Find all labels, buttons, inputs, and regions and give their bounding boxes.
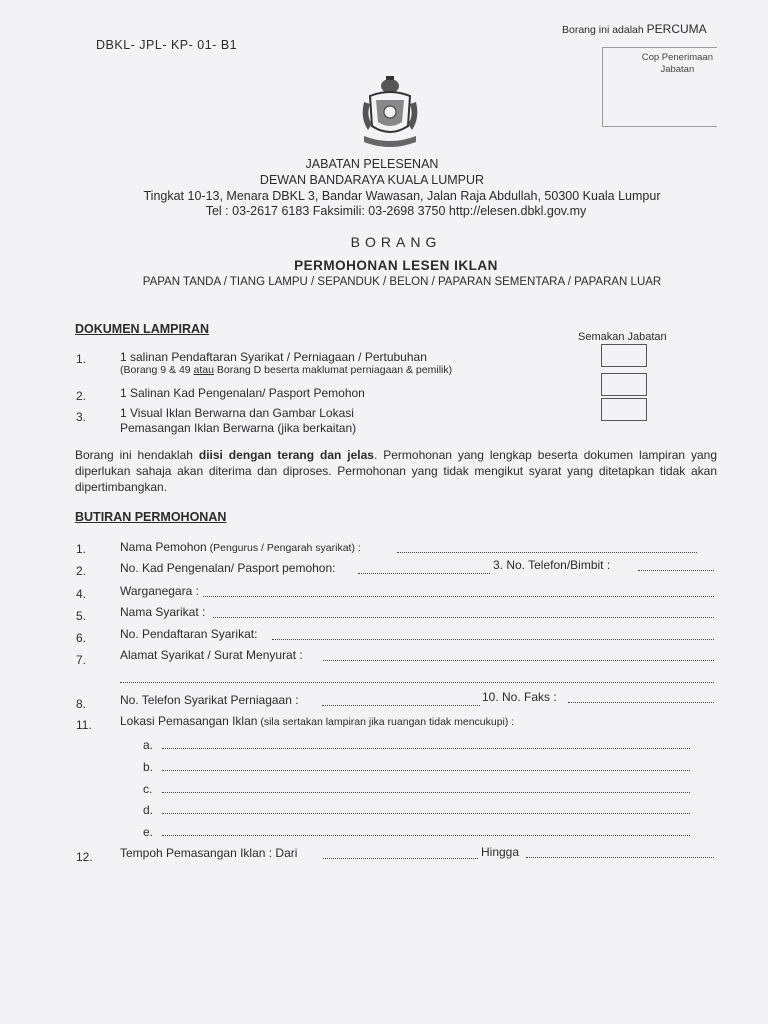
ic-passport-label: No. Kad Pengenalan/ Pasport pemohon:	[120, 561, 336, 575]
ad-location-note: (sila sertakan lampiran jika ruangan tidak mencukupi) :	[257, 716, 515, 728]
doc-check-box-2[interactable]	[601, 373, 647, 396]
doc-item-num: 1.	[76, 352, 87, 366]
fax-input[interactable]	[568, 702, 714, 703]
free-notice-word: PERCUMA	[646, 22, 707, 36]
agency-contact: Tel : 03-2617 6183 Faksimili: 03-2698 3750 http://elesen.dbkl.gov.my	[205, 204, 587, 218]
doc-item-num: 3.	[76, 410, 87, 424]
doc-item-num: 2.	[76, 389, 87, 403]
instruction-bold: diisi dengan terang dan jelas	[198, 448, 374, 462]
doc-item-note-b: Borang D beserta maklumat perniagaan & pemilik)	[213, 364, 453, 376]
form-code: DBKL- JPL- KP- 01- B1	[96, 38, 238, 52]
ad-location-label	[120, 714, 514, 728]
form-title: PERMOHONAN LESEN IKLAN	[294, 258, 498, 273]
ad-location-label-text: Lokasi Pemasangan Iklan	[120, 714, 258, 728]
company-reg-label: No. Pendaftaran Syarikat:	[120, 627, 258, 641]
doc-item-note-atau: atau	[193, 364, 214, 376]
company-address-input-1[interactable]	[323, 660, 714, 661]
phone-input[interactable]	[638, 570, 714, 571]
instruction-part-1: Borang ini hendaklah	[75, 448, 199, 462]
company-phone-label: No. Telefon Syarikat Perniagaan :	[120, 693, 299, 707]
department-check-label: Semakan Jabatan	[578, 331, 667, 343]
stamp-label	[642, 52, 713, 76]
instruction-paragraph	[75, 447, 717, 495]
company-name-input[interactable]	[213, 617, 714, 618]
field-num: 6.	[76, 631, 87, 645]
applicant-name-input[interactable]	[397, 552, 697, 553]
ad-period-label: Tempoh Pemasangan Iklan : Dari	[120, 846, 298, 860]
doc-item-note	[120, 364, 452, 376]
field-num: 2.	[76, 564, 87, 578]
doc-item-text-cont: Pemasangan Iklan Berwarna (jika berkaitan)	[120, 421, 357, 435]
doc-item-text: 1 Visual Iklan Berwarna dan Gambar Lokasi	[120, 406, 354, 420]
citizenship-input[interactable]	[203, 596, 714, 597]
location-input-d[interactable]	[162, 813, 690, 814]
location-input-a[interactable]	[162, 748, 690, 749]
applicant-name-label	[120, 540, 361, 554]
applicant-name-note: (Pengurus / Pengarah syarikat) :	[206, 542, 361, 554]
company-name-label: Nama Syarikat :	[120, 605, 206, 619]
ic-passport-input[interactable]	[358, 573, 490, 574]
fax-label: 10. No. Faks :	[482, 690, 557, 704]
documents-heading: DOKUMEN LAMPIRAN	[75, 322, 210, 336]
company-address-label: Alamat Syarikat / Surat Menyurat :	[120, 648, 303, 662]
council-name: DEWAN BANDARAYA KUALA LUMPUR	[259, 173, 485, 187]
location-letter: c.	[143, 782, 153, 796]
field-num: 11.	[76, 718, 92, 732]
location-letter: b.	[143, 760, 154, 774]
ad-period-to-input[interactable]	[526, 857, 714, 858]
form-label: BORANG	[350, 234, 442, 250]
field-num: 5.	[76, 609, 87, 623]
free-notice	[562, 22, 707, 36]
application-heading: BUTIRAN PERMOHONAN	[75, 510, 227, 524]
doc-item-text: 1 salinan Pendaftaran Syarikat / Perniagaan / Pertubuhan	[120, 350, 427, 364]
company-reg-input[interactable]	[272, 639, 714, 640]
field-num: 1.	[76, 542, 87, 556]
location-input-c[interactable]	[162, 792, 690, 793]
doc-item-note-a: (Borang 9 & 49	[120, 364, 194, 376]
free-notice-text: Borang ini adalah	[562, 24, 644, 36]
location-input-b[interactable]	[162, 770, 690, 771]
field-num: 4.	[76, 587, 87, 601]
agency-address: Tingkat 10-13, Menara DBKL 3, Bandar Wawasan, Jalan Raja Abdullah, 50300 Kuala Lumpur	[143, 189, 661, 203]
field-num: 8.	[76, 697, 87, 711]
company-phone-input[interactable]	[322, 705, 480, 706]
form-subtitle: PAPAN TANDA / TIANG LAMPU / SEPANDUK / BELON / PAPARAN SEMENTARA / PAPARAN LUAR	[142, 276, 662, 288]
reception-stamp-box	[602, 47, 717, 127]
doc-check-box-1[interactable]	[601, 344, 647, 367]
location-letter: a.	[143, 738, 154, 752]
instruction-part-2: . Permohonan yang lengkap beserta dokumen lampiran yang diperlukan sahaja akan diterima dan diproses. Permohonan yang tidak mengikut syarat yang ditetapkan tidak akan dipertimbangkan.	[75, 448, 717, 494]
ad-period-to-label: Hingga	[481, 845, 520, 859]
applicant-name-label-text: Nama Pemohon	[120, 540, 207, 554]
phone-label: 3. No. Telefon/Bimbit :	[493, 558, 611, 572]
stamp-label-line-1: Cop Penerimaan	[641, 52, 713, 63]
doc-check-box-3[interactable]	[601, 398, 647, 421]
location-letter: e.	[143, 825, 154, 839]
field-num: 7.	[76, 653, 87, 667]
doc-item-text: 1 Salinan Kad Pengenalan/ Pasport Pemohon	[120, 386, 365, 400]
location-letter: d.	[143, 803, 154, 817]
dbkl-crest-emblem	[358, 74, 422, 152]
department-name: JABATAN PELESENAN	[305, 157, 439, 171]
ad-period-from-input[interactable]	[323, 858, 478, 859]
company-address-input-2[interactable]	[120, 682, 714, 683]
citizenship-label: Warganegara :	[120, 584, 199, 598]
location-input-e[interactable]	[162, 835, 690, 836]
stamp-label-line-2: Jabatan	[660, 64, 695, 75]
field-num: 12.	[76, 850, 93, 864]
